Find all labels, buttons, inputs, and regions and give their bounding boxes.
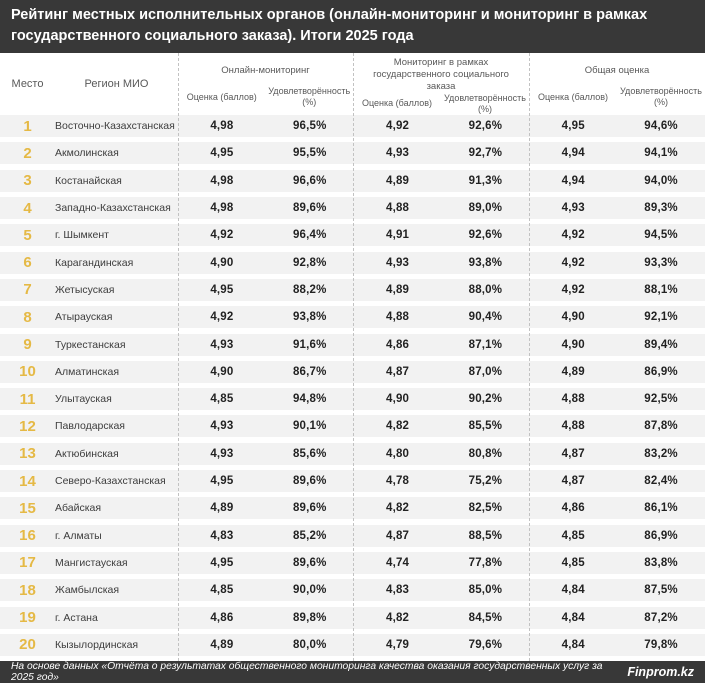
group-title-online-monitoring: Онлайн-мониторинг — [221, 64, 310, 76]
subheader-online-score: Оценка (баллов) — [186, 91, 257, 102]
rank-cell: 2 — [23, 144, 32, 162]
rank-cell: 11 — [19, 390, 36, 408]
overall-score-cell: 4,88 — [561, 420, 585, 433]
online-score-cell: 4,92 — [210, 311, 234, 324]
table-row — [0, 470, 705, 492]
overall-score-cell: 4,85 — [561, 556, 585, 569]
online-score-cell: 4,92 — [210, 229, 234, 242]
overall-score-cell: 4,94 — [561, 174, 585, 187]
online-satisfaction-cell: 90,0% — [292, 584, 327, 597]
social-satisfaction-cell: 91,3% — [468, 174, 503, 187]
social-satisfaction-cell: 75,2% — [468, 475, 503, 488]
social-score-cell: 4,89 — [385, 283, 410, 296]
overall-satisfaction-cell: 86,1% — [644, 502, 678, 515]
infographic-title: Рейтинг местных исполнительных органов (онлайн-мониторинг и мониторинг в рамках государственного социального заказа). Итоги 2025 года — [0, 0, 705, 53]
online-score-cell: 4,90 — [210, 256, 234, 269]
social-score-cell: 4,78 — [385, 475, 410, 488]
table-row — [0, 579, 705, 601]
table-row — [0, 252, 705, 274]
online-score-cell: 4,85 — [210, 393, 234, 406]
overall-score-cell: 4,92 — [561, 229, 585, 242]
social-satisfaction-cell: 85,0% — [468, 584, 503, 597]
online-score-cell: 4,85 — [210, 584, 234, 597]
rank-cell: 3 — [23, 172, 32, 190]
table-header — [0, 53, 705, 115]
region-cell: Жетысуская — [55, 283, 115, 296]
social-satisfaction-cell: 77,8% — [468, 556, 503, 569]
social-score-cell: 4,88 — [385, 202, 410, 215]
region-cell: Костанайская — [55, 174, 122, 187]
rank-cell: 1 — [23, 117, 32, 135]
region-cell: г. Алматы — [55, 529, 102, 542]
online-score-cell: 4,95 — [210, 147, 234, 160]
overall-satisfaction-cell: 86,9% — [644, 529, 678, 542]
overall-satisfaction-cell: 94,0% — [644, 174, 678, 187]
social-satisfaction-cell: 92,7% — [468, 147, 503, 160]
region-cell: Карагандинская — [55, 256, 134, 269]
table-row — [0, 170, 705, 192]
social-satisfaction-cell: 90,2% — [468, 393, 503, 406]
overall-score-cell: 4,85 — [561, 529, 585, 542]
region-cell: Туркестанская — [55, 338, 126, 351]
social-score-cell: 4,79 — [385, 638, 410, 651]
online-satisfaction-cell: 80,0% — [292, 638, 327, 651]
table-row — [0, 224, 705, 246]
online-satisfaction-cell: 90,1% — [292, 420, 327, 433]
brand-logo: Finprom.kz — [627, 665, 694, 680]
social-satisfaction-cell: 87,1% — [468, 338, 503, 351]
social-score-cell: 4,92 — [385, 120, 410, 133]
online-satisfaction-cell: 93,8% — [292, 311, 327, 324]
table-row — [0, 607, 705, 629]
table-row — [0, 306, 705, 328]
region-cell: Северо-Казахстанская — [55, 475, 166, 488]
rank-cell: 9 — [23, 336, 32, 354]
online-satisfaction-cell: 88,2% — [292, 283, 327, 296]
online-score-cell: 4,93 — [210, 338, 234, 351]
table-row — [0, 634, 705, 656]
social-score-cell: 4,82 — [385, 611, 410, 624]
social-score-cell: 4,82 — [385, 420, 410, 433]
overall-satisfaction-cell: 82,4% — [644, 475, 678, 488]
online-satisfaction-cell: 91,6% — [292, 338, 327, 351]
region-cell: Улытауская — [55, 393, 112, 406]
social-satisfaction-cell: 90,4% — [468, 311, 503, 324]
rank-cell: 10 — [19, 363, 36, 381]
rank-cell: 8 — [23, 308, 32, 326]
social-score-cell: 4,93 — [385, 147, 410, 160]
subheader-social-satisfaction: Удовлетворённость (%) — [444, 92, 526, 114]
table-row — [0, 279, 705, 301]
region-cell: Акмолинская — [55, 147, 119, 160]
online-score-cell: 4,90 — [210, 365, 234, 378]
online-satisfaction-cell: 96,4% — [292, 229, 327, 242]
rank-cell: 4 — [23, 199, 32, 217]
online-satisfaction-cell: 89,6% — [292, 556, 327, 569]
online-satisfaction-cell: 85,6% — [292, 447, 327, 460]
table-row — [0, 142, 705, 164]
online-score-cell: 4,95 — [210, 556, 234, 569]
subheader-social-score: Оценка (баллов) — [361, 98, 432, 109]
online-score-cell: 4,83 — [210, 529, 234, 542]
region-cell: Абайская — [55, 502, 102, 515]
overall-score-cell: 4,86 — [561, 502, 585, 515]
region-cell: Актюбинская — [55, 447, 119, 460]
social-satisfaction-cell: 88,0% — [468, 283, 503, 296]
online-score-cell: 4,86 — [210, 611, 234, 624]
region-cell: Алматинская — [55, 365, 120, 378]
rank-cell: 18 — [19, 581, 36, 599]
table-row — [0, 388, 705, 410]
rank-cell: 16 — [19, 527, 36, 545]
overall-satisfaction-cell: 83,8% — [644, 556, 678, 569]
social-score-cell: 4,82 — [385, 502, 410, 515]
rank-cell: 13 — [19, 445, 36, 463]
region-cell: г. Астана — [55, 611, 98, 624]
overall-satisfaction-cell: 89,4% — [644, 338, 678, 351]
social-score-cell: 4,80 — [385, 447, 410, 460]
overall-score-cell: 4,95 — [561, 120, 585, 133]
overall-satisfaction-cell: 94,6% — [644, 120, 678, 133]
overall-score-cell: 4,84 — [561, 611, 585, 624]
online-satisfaction-cell: 95,5% — [292, 147, 327, 160]
rank-cell: 7 — [23, 281, 32, 299]
online-satisfaction-cell: 94,8% — [292, 393, 327, 406]
overall-score-cell: 4,88 — [561, 393, 585, 406]
overall-score-cell: 4,92 — [561, 283, 585, 296]
overall-score-cell: 4,92 — [561, 256, 585, 269]
online-satisfaction-cell: 96,5% — [292, 120, 327, 133]
overall-satisfaction-cell: 79,8% — [644, 638, 678, 651]
overall-score-cell: 4,84 — [561, 638, 585, 651]
overall-score-cell: 4,87 — [561, 447, 585, 460]
table-row — [0, 525, 705, 547]
group-title-social-order-monitoring: Мониторинг в рамках государственного социального заказа — [373, 57, 509, 92]
rank-cell: 6 — [23, 254, 32, 272]
rank-cell: 14 — [19, 472, 36, 490]
social-score-cell: 4,88 — [385, 311, 410, 324]
overall-satisfaction-cell: 94,5% — [644, 229, 678, 242]
column-header-place: Место — [11, 78, 44, 91]
group-header-social-order-monitoring — [353, 53, 529, 115]
online-score-cell: 4,98 — [210, 202, 234, 215]
rank-cell: 20 — [19, 636, 36, 654]
online-score-cell: 4,93 — [210, 420, 234, 433]
social-satisfaction-cell: 93,8% — [468, 256, 503, 269]
online-satisfaction-cell: 89,6% — [292, 502, 327, 515]
online-score-cell: 4,89 — [210, 638, 234, 651]
table-row — [0, 197, 705, 219]
online-satisfaction-cell: 86,7% — [292, 365, 327, 378]
region-cell: Атырауская — [55, 311, 113, 324]
overall-satisfaction-cell: 83,2% — [644, 447, 678, 460]
region-cell: Жамбылская — [55, 584, 120, 597]
rank-cell: 17 — [19, 554, 36, 572]
region-cell: Восточно-Казахстанская — [55, 120, 175, 133]
overall-satisfaction-cell: 92,1% — [644, 311, 678, 324]
subheader-online-satisfaction: Удовлетворённость (%) — [268, 86, 351, 108]
footer-bar — [0, 661, 705, 683]
overall-satisfaction-cell: 93,3% — [644, 256, 678, 269]
group-title-overall: Общая оценка — [584, 64, 650, 76]
social-satisfaction-cell: 89,0% — [468, 202, 503, 215]
social-score-cell: 4,83 — [385, 584, 410, 597]
subheader-overall-score: Оценка (баллов) — [537, 91, 608, 102]
online-score-cell: 4,95 — [210, 283, 234, 296]
online-score-cell: 4,93 — [210, 447, 234, 460]
social-score-cell: 4,91 — [385, 229, 410, 242]
table-row — [0, 334, 705, 356]
overall-satisfaction-cell: 87,8% — [644, 420, 678, 433]
online-satisfaction-cell: 96,6% — [292, 174, 327, 187]
social-score-cell: 4,93 — [385, 256, 410, 269]
social-score-cell: 4,90 — [385, 393, 410, 406]
overall-score-cell: 4,94 — [561, 147, 585, 160]
online-satisfaction-cell: 89,8% — [292, 611, 327, 624]
social-satisfaction-cell: 79,6% — [468, 638, 503, 651]
table-row — [0, 361, 705, 383]
overall-satisfaction-cell: 92,5% — [644, 393, 678, 406]
online-satisfaction-cell: 85,2% — [292, 529, 327, 542]
social-score-cell: 4,87 — [385, 529, 410, 542]
online-satisfaction-cell: 89,6% — [292, 475, 327, 488]
social-satisfaction-cell: 87,0% — [468, 365, 503, 378]
social-satisfaction-cell: 92,6% — [468, 229, 503, 242]
social-score-cell: 4,74 — [385, 556, 410, 569]
region-cell: Мангистауская — [55, 556, 128, 569]
rank-cell: 5 — [23, 226, 32, 244]
group-header-overall — [529, 53, 705, 115]
region-cell: Павлодарская — [55, 420, 125, 433]
overall-satisfaction-cell: 88,1% — [644, 283, 678, 296]
social-score-cell: 4,86 — [385, 338, 410, 351]
table-row — [0, 443, 705, 465]
social-satisfaction-cell: 92,6% — [468, 120, 503, 133]
overall-score-cell: 4,93 — [561, 202, 585, 215]
overall-satisfaction-cell: 87,2% — [644, 611, 678, 624]
social-score-cell: 4,87 — [385, 365, 410, 378]
online-score-cell: 4,89 — [210, 502, 234, 515]
online-score-cell: 4,98 — [210, 174, 234, 187]
online-score-cell: 4,95 — [210, 475, 234, 488]
online-satisfaction-cell: 92,8% — [292, 256, 327, 269]
region-cell: г. Шымкент — [55, 229, 109, 242]
social-satisfaction-cell: 85,5% — [468, 420, 503, 433]
overall-satisfaction-cell: 94,1% — [644, 147, 678, 160]
table-row — [0, 497, 705, 519]
table-body — [0, 115, 705, 656]
social-satisfaction-cell: 80,8% — [468, 447, 503, 460]
overall-satisfaction-cell: 87,5% — [644, 584, 678, 597]
ranking-table — [0, 53, 705, 661]
overall-score-cell: 4,89 — [561, 365, 585, 378]
overall-satisfaction-cell: 89,3% — [644, 202, 678, 215]
overall-score-cell: 4,90 — [561, 338, 585, 351]
table-row — [0, 415, 705, 437]
table-row — [0, 552, 705, 574]
region-cell: Западно-Казахстанская — [55, 202, 171, 215]
subheader-overall-satisfaction: Удовлетворённость (%) — [620, 86, 702, 108]
social-satisfaction-cell: 88,5% — [468, 529, 503, 542]
overall-score-cell: 4,84 — [561, 584, 585, 597]
rank-cell: 19 — [19, 609, 36, 626]
column-header-region: Регион МИО — [84, 78, 149, 91]
source-note: На основе данных «Отчёта о результатах общественного мониторинга качества оказания государственных услуг за 2025 год» — [11, 661, 603, 683]
overall-satisfaction-cell: 86,9% — [644, 365, 678, 378]
region-cell: Кызылординская — [55, 638, 139, 651]
social-score-cell: 4,89 — [385, 174, 410, 187]
online-score-cell: 4,98 — [210, 120, 234, 133]
social-satisfaction-cell: 84,5% — [468, 611, 503, 624]
overall-score-cell: 4,90 — [561, 311, 585, 324]
social-satisfaction-cell: 82,5% — [468, 502, 503, 515]
online-satisfaction-cell: 89,6% — [292, 202, 327, 215]
rank-cell: 15 — [19, 499, 36, 517]
group-header-online-monitoring — [178, 53, 353, 115]
overall-score-cell: 4,87 — [561, 475, 585, 488]
rank-cell: 12 — [19, 417, 36, 435]
